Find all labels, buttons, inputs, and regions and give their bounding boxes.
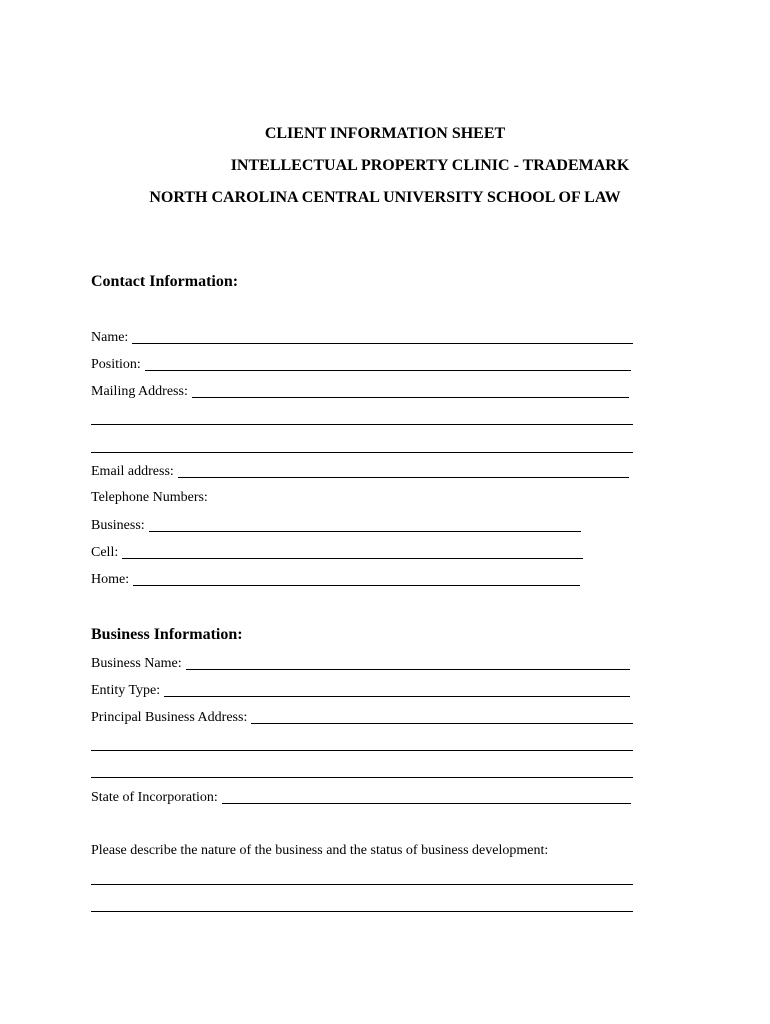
home-phone-input-line[interactable] (133, 571, 580, 586)
business-section-heading: Business Information: (91, 626, 243, 643)
business-name-label: Business Name: (91, 656, 182, 671)
home-phone-field (91, 570, 580, 588)
mailing-address-line-3[interactable] (91, 452, 633, 453)
mailing-address-label: Mailing Address: (91, 384, 188, 399)
principal-address-label: Principal Business Address: (91, 710, 248, 725)
home-phone-label: Home: (91, 572, 130, 587)
institution-name: NORTH CAROLINA CENTRAL UNIVERSITY SCHOOL OF LAW (149, 189, 621, 206)
contact-section-heading: Contact Information: (91, 273, 239, 290)
principal-address-input-line[interactable] (251, 709, 633, 724)
business-phone-input-line[interactable] (149, 517, 581, 532)
mailing-address-field (91, 382, 629, 400)
entity-type-label: Entity Type: (91, 683, 161, 698)
cell-phone-input-line[interactable] (122, 544, 583, 559)
name-label: Name: (91, 330, 129, 345)
cell-phone-label: Cell: (91, 545, 119, 560)
state-incorporation-field (91, 788, 631, 806)
position-field (91, 355, 631, 373)
position-label: Position: (91, 357, 141, 372)
mailing-address-line-2[interactable] (91, 424, 633, 425)
business-name-input-line[interactable] (186, 655, 630, 670)
position-input-line[interactable] (145, 356, 631, 371)
business-description-prompt: Please describe the nature of the business and the status of business development: (91, 843, 549, 858)
name-field (91, 328, 633, 346)
principal-address-line-3[interactable] (91, 777, 633, 778)
email-field (91, 462, 629, 480)
state-incorporation-label: State of Incorporation: (91, 790, 218, 805)
business-name-field (91, 654, 630, 672)
cell-phone-field (91, 543, 583, 561)
entity-type-field (91, 681, 630, 699)
mailing-address-input-line[interactable] (192, 383, 629, 398)
state-incorporation-input-line[interactable] (222, 789, 631, 804)
business-description-line-2[interactable] (91, 911, 633, 912)
business-phone-label: Business: (91, 518, 145, 533)
business-phone-field (91, 516, 581, 534)
name-input-line[interactable] (132, 329, 633, 344)
principal-address-line-2[interactable] (91, 750, 633, 751)
email-label: Email address: (91, 464, 174, 479)
telephone-numbers-label: Telephone Numbers: (91, 490, 208, 505)
form-title: CLIENT INFORMATION SHEET (264, 125, 506, 142)
email-input-line[interactable] (178, 463, 629, 478)
form-subtitle: INTELLECTUAL PROPERTY CLINIC - TRADEMARK (230, 157, 630, 174)
principal-address-field (91, 708, 633, 726)
entity-type-input-line[interactable] (164, 682, 630, 697)
business-description-line-1[interactable] (91, 884, 633, 885)
